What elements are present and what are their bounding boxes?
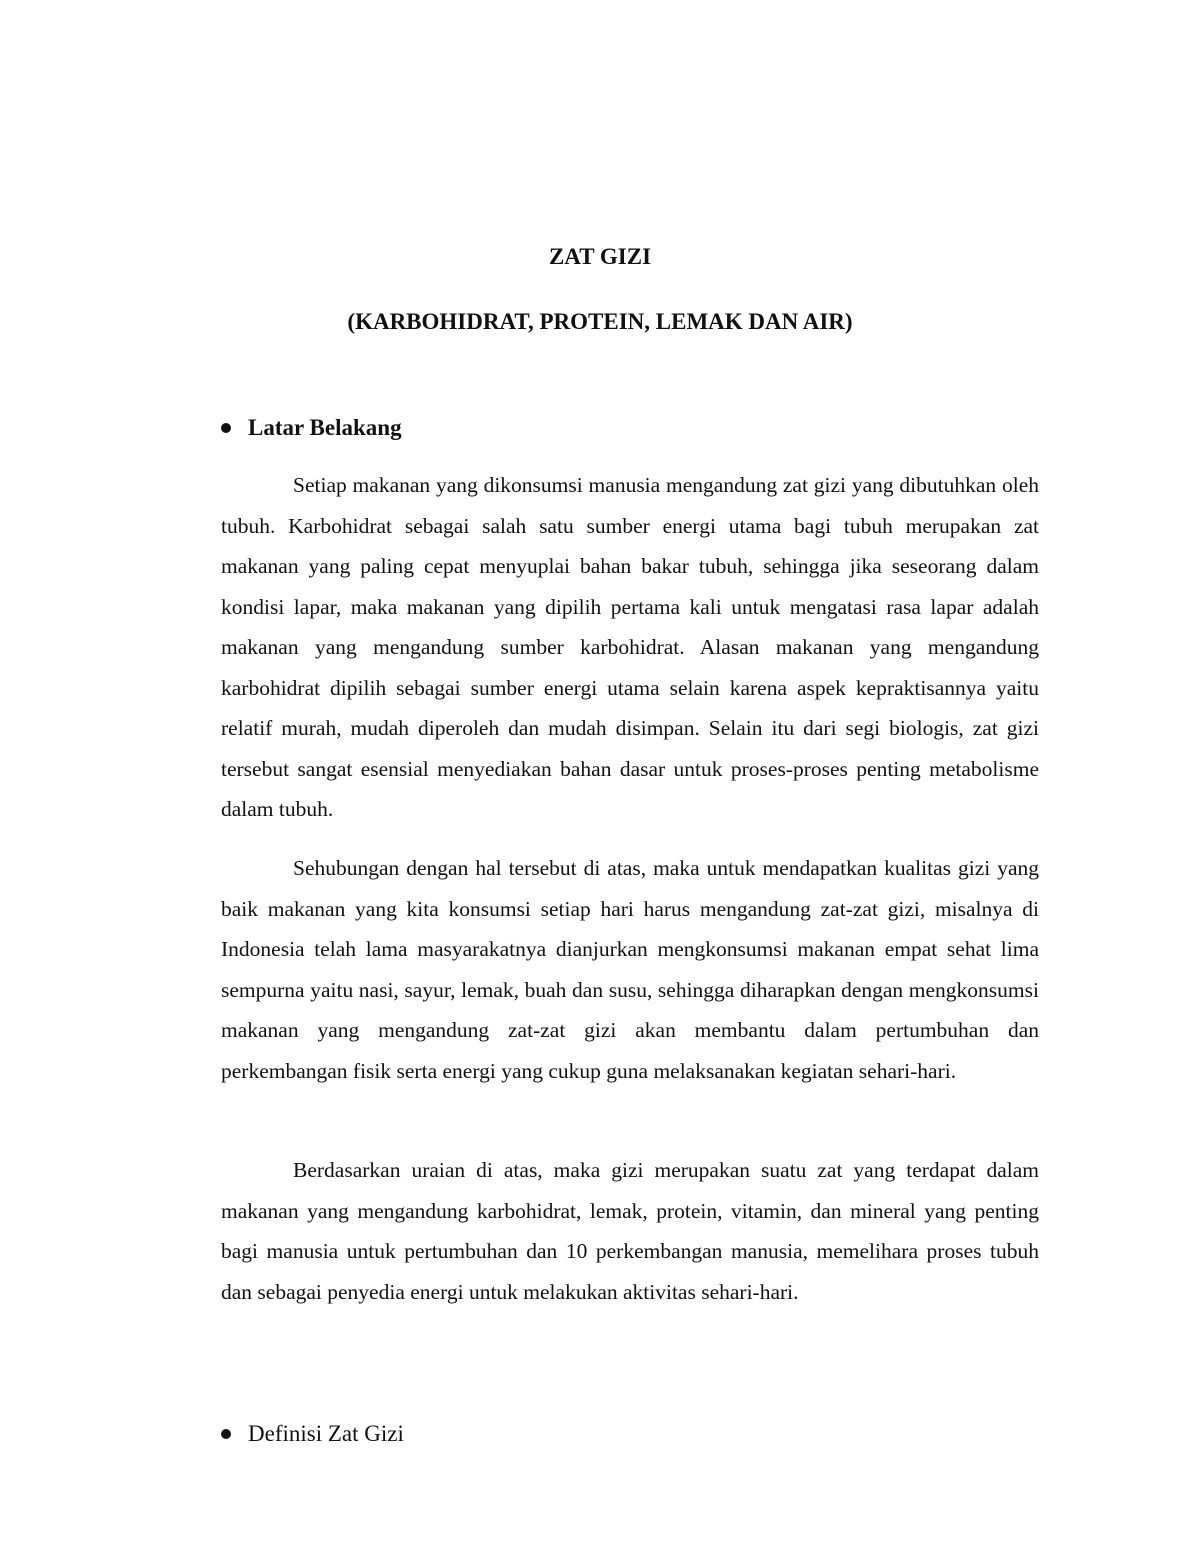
- section-heading-latar-belakang: [221, 413, 1041, 443]
- section-heading-definisi-zat-gizi: [221, 1419, 1041, 1449]
- paragraph-2: Sehubungan dengan hal tersebut di atas, maka untuk mendapatkan kualitas gizi yang baik makanan yang kita konsumsi setiap hari harus mengandung zat-zat gizi, misalnya di Indonesia telah lama masyarakatnya dianjurkan mengkonsumsi makanan empat sehat lima sempurna yaitu nasi, sayur, lemak, buah dan susu, sehingga diharapkan dengan mengkonsumsi makanan yang mengandung zat-zat gizi akan membantu dalam pertumbuhan dan perkembangan fisik serta energi yang cukup guna melaksanakan kegiatan sehari-hari.: [221, 856, 1039, 1083]
- paragraph-3: Berdasarkan uraian di atas, maka gizi merupakan suatu zat yang terdapat dalam makanan yang mengandung karbohidrat, lemak, protein, vitamin, dan mineral yang penting bagi manusia untuk pertumbuhan dan 10 perkembangan manusia, memelihara proses tubuh dan sebagai penyedia energi untuk melakukan aktivitas sehari-hari.: [221, 1158, 1039, 1304]
- section-heading-label: Definisi Zat Gizi: [248, 1421, 404, 1446]
- section-heading-label: Latar Belakang: [248, 415, 402, 440]
- paragraph-1: Setiap makanan yang dikonsumsi manusia mengandung zat gizi yang dibutuhkan oleh tubuh. Karbohidrat sebagai salah satu sumber energi utama bagi tubuh merupakan zat makanan yang paling cepat menyuplai bahan bakar tubuh, sehingga jika seseorang dalam kondisi lapar, maka makanan yang dipilih pertama kali untuk mengatasi rasa lapar adalah makanan yang mengandung sumber karbohidrat. Alasan makanan yang mengandung karbohidrat dipilih sebagai sumber energi utama selain karena aspek kepraktisannya yaitu relatif murah, mudah diperoleh dan mudah disimpan. Selain itu dari segi biologis, zat gizi tersebut sangat esensial menyediakan bahan dasar untuk proses-proses penting metabolisme dalam tubuh.: [221, 473, 1039, 821]
- document-title: ZAT GIZI: [548, 244, 652, 269]
- bullet-icon: [221, 1429, 231, 1439]
- document-subtitle: (KARBOHIDRAT, PROTEIN, LEMAK DAN AIR): [347, 309, 853, 334]
- bullet-icon: [221, 423, 231, 433]
